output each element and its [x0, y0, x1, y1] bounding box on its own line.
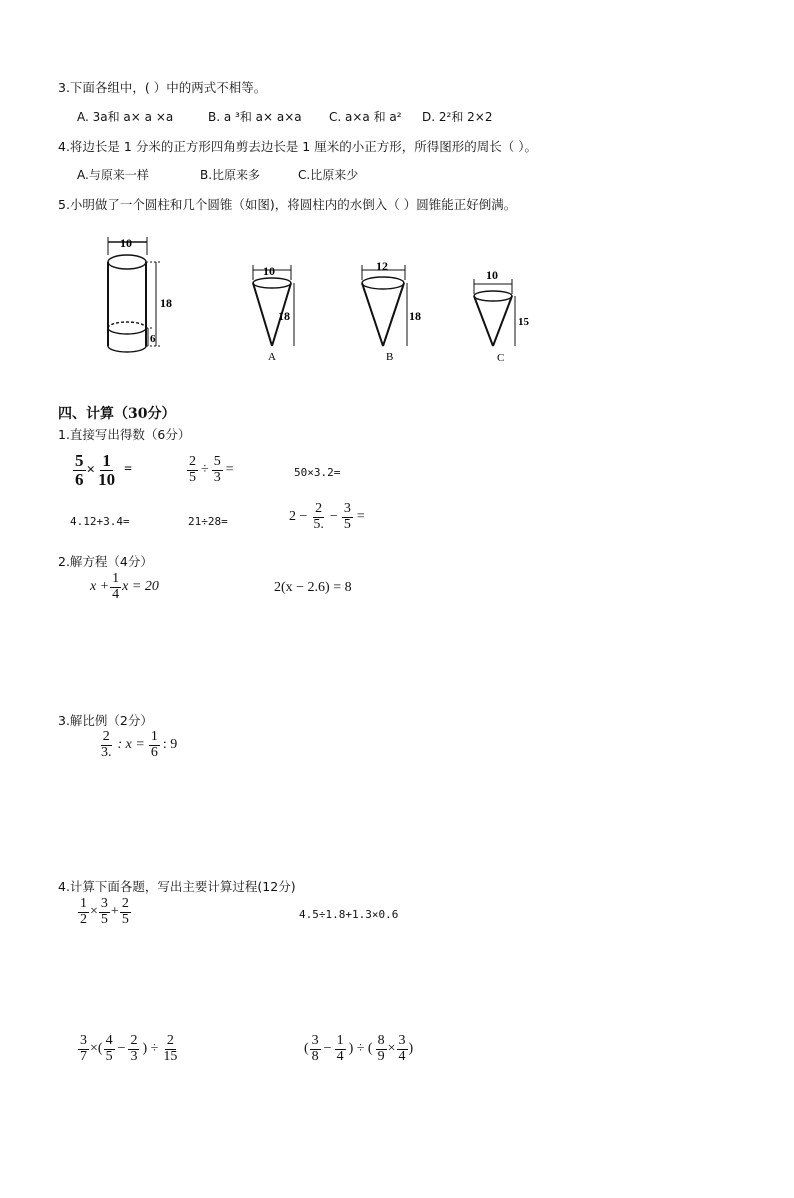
cylinder-top: [108, 255, 146, 269]
expr-6: 2 − $\frac{2}{5.}$ − $\frac{3}{5}$ =: [289, 501, 365, 532]
q4-option-a: A.与原来一样: [77, 168, 149, 182]
subsection-4-title: 4.计算下面各题，写出主要计算过程(12分): [58, 879, 296, 894]
subsection-1-title: 1.直接写出得数（6分）: [58, 427, 191, 442]
expr-2: $\frac{2}{5}$ ÷ $\frac{5}{3}$ =: [189, 454, 234, 485]
calc-3: $\frac{3}{7}$ ×( 4 5 − $\frac{2}{3}$ ) ÷ $\frac{2}{15}$: [80, 1033, 178, 1064]
cylinder-height-label: 18: [160, 296, 172, 310]
expr-3: 50×3.2=: [294, 466, 341, 479]
q4-option-b: B.比原来多: [200, 168, 261, 182]
equation-2: 2(x − 2.6) = 8: [274, 580, 352, 595]
proportion-1: 2 3. : x = $\frac{1}{6}$ : 9: [101, 729, 178, 760]
subsection-3-title: 3.解比例（2分）: [58, 713, 153, 728]
expr-5: 21÷28=: [188, 515, 228, 528]
cone-b-label: B: [386, 351, 394, 363]
cone-a-height: 18: [278, 309, 290, 323]
q4-stem: 4.将边长是 1 分米的正方形四角剪去边长是 1 厘米的小正方形，所得图形的周长（ ）。: [58, 139, 537, 154]
cone-c-height: 15: [518, 316, 529, 328]
expr-4: 4.12+3.4=: [70, 515, 130, 528]
calc-2: 4.5÷1.8+1.3×0.6: [299, 908, 399, 921]
subsection-2-title: 2.解方程（4分）: [58, 554, 153, 569]
equation-1: x + $\frac{1}{4}$ x = 20: [90, 571, 159, 602]
cone-a-diameter: 10: [263, 264, 275, 278]
section-title: 四、计算（30分）: [58, 406, 176, 422]
cone-c-figure: [474, 279, 515, 346]
cone-a-label: A: [268, 351, 276, 363]
expr-1: $\frac{5}{6}$ × $\frac{1}{10}$ =: [75, 451, 133, 489]
q5-stem: 5.小明做了一个圆柱和几个圆锥（如图)，将圆柱内的水倒入（ ）圆锥能正好倒满。: [58, 197, 517, 212]
calc-1: $\frac{1}{2}$ × $\frac{3}{5}$ + $\frac{2}{5}$: [80, 896, 129, 927]
water-surface: [108, 328, 146, 334]
cone-b-figure: [362, 265, 407, 346]
calc-4: ( 3 8 − $\frac{1}{4}$ ) ÷ ( $\frac{8}{9}$ × $\frac{3}{4}$ ): [304, 1033, 414, 1064]
q3-stem: 3.下面各组中，( ）中的两式不相等。: [58, 80, 267, 95]
q3-option-c: C. a×a 和 a²: [329, 110, 402, 124]
cone-b-diameter: 12: [376, 259, 388, 273]
q3-option-b: B. a ³和 a× a×a: [208, 110, 302, 124]
cone-c-diameter: 10: [486, 268, 498, 282]
cone-c-label: C: [497, 352, 505, 364]
q3-option-a: A. 3a和 a× a ×a: [77, 110, 174, 124]
cone-b-height: 18: [409, 309, 421, 323]
cylinder-diameter-label: 10: [120, 236, 132, 250]
q4-option-c: C.比原来少: [298, 168, 359, 182]
water-height-label: 6: [150, 333, 156, 345]
q3-option-d: D. 2²和 2×2: [422, 110, 493, 124]
q5-figure: [0, 0, 794, 380]
